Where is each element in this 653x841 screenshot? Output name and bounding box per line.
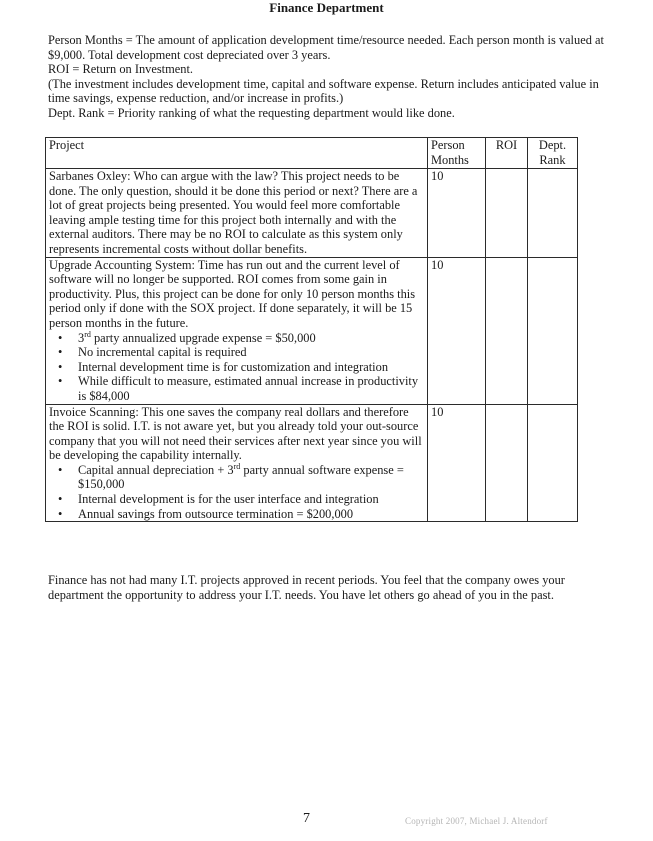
dept-rank-cell xyxy=(528,169,578,258)
header-person-months xyxy=(428,138,486,169)
header-roi-label: ROI xyxy=(495,138,518,152)
dept-rank-cell xyxy=(528,404,578,522)
table-header-row xyxy=(46,138,578,169)
bullet-text: Capital annual depreciation + 3 xyxy=(78,462,234,477)
table-row xyxy=(46,404,578,522)
page-number: 7 xyxy=(303,811,310,826)
list-item: • While difficult to measure, estimated annual increase in productivity is $84,000 xyxy=(49,374,424,403)
definition-person-months: Person Months = The amount of application development time/resource needed. Each person month is valued at $9,000. Total development cost depreciated over 3 years. xyxy=(48,33,604,62)
projects-table xyxy=(45,137,578,522)
roi-cell xyxy=(486,257,528,404)
dept-rank-cell xyxy=(528,257,578,404)
header-person-months-line2: Months xyxy=(431,152,469,167)
bullet-text: party annual software expense = $150,000 xyxy=(78,462,404,492)
project-description-text: Upgrade Accounting System: Time has run out and the current level of software will no longer be supported. ROI comes from some gain in productivity. Plus, this project can be done for only 10 person months this period only if done with the SOX project. If done separately, it will be 15 person months in the future. xyxy=(49,257,416,330)
bullet-list xyxy=(49,331,424,404)
person-months-cell: 10 xyxy=(428,169,486,258)
header-dept-rank xyxy=(528,138,578,169)
list-item: • No incremental capital is required xyxy=(49,345,424,360)
project-description: Sarbanes Oxley: Who can argue with the law? This project needs to be done. The only question, should it be done this period or next? There are a lot of great projects being presented. You would feel more comfortable leaving ample testing time for this project both internally and with the external auditors. There may be no ROI to calculate as this system only represents incremental costs without dollar benefits. xyxy=(46,169,428,258)
bullet-text: party annualized upgrade expense = $50,000 xyxy=(90,330,316,345)
list-item: • Annual savings from outsource termination = $200,000 xyxy=(49,507,424,522)
project-description-text: Invoice Scanning: This one saves the company real dollars and therefore the ROI is solid. I.T. is not aware yet, but you already told your out-source company that you will not need their services after next year since you will be developing the capability internally. xyxy=(49,404,422,463)
definition-investment: (The investment includes development time, capital and software expense. Return includes anticipated value in time savings, expense reduction, and/or increase in profits.) xyxy=(48,76,599,106)
ordinal-suffix: rd xyxy=(84,329,91,339)
person-months-cell: 10 xyxy=(428,257,486,404)
list-item xyxy=(49,331,424,346)
ordinal-suffix: rd xyxy=(233,461,241,471)
table-row xyxy=(46,169,578,258)
copyright-notice: Copyright 2007, Michael J. Altendorf xyxy=(405,816,548,826)
bullet-text: 3 xyxy=(78,330,85,345)
closing-paragraph xyxy=(48,573,608,602)
header-dept-rank-line2: Rank xyxy=(539,152,566,167)
header-project-label: Project xyxy=(49,138,85,152)
header-dept-rank-line1: Dept. xyxy=(538,138,567,152)
roi-cell xyxy=(486,404,528,522)
definition-dept-rank: Dept. Rank = Priority ranking of what the requesting department would like done. xyxy=(48,105,455,120)
list-item: • Internal development time is for customization and integration xyxy=(49,360,424,375)
project-description xyxy=(46,257,428,404)
page-title: Finance Department xyxy=(269,0,384,15)
roi-cell xyxy=(486,169,528,258)
definitions xyxy=(48,33,608,121)
definition-roi: ROI = Return on Investment. xyxy=(48,62,193,77)
header-project xyxy=(46,138,428,169)
closing-text: Finance has not had many I.T. projects approved in recent periods. You feel that the company owes your department the opportunity to address your I.T. needs. You have let others go ahead of you in the past. xyxy=(48,573,565,602)
table-row xyxy=(46,257,578,404)
project-description xyxy=(46,404,428,522)
header-roi xyxy=(486,138,528,169)
person-months-cell: 10 xyxy=(428,404,486,522)
bullet-list xyxy=(49,463,424,521)
header-person-months-line1: Person xyxy=(431,138,465,152)
list-item xyxy=(49,463,424,492)
list-item: • Internal development is for the user interface and integration xyxy=(49,492,424,507)
